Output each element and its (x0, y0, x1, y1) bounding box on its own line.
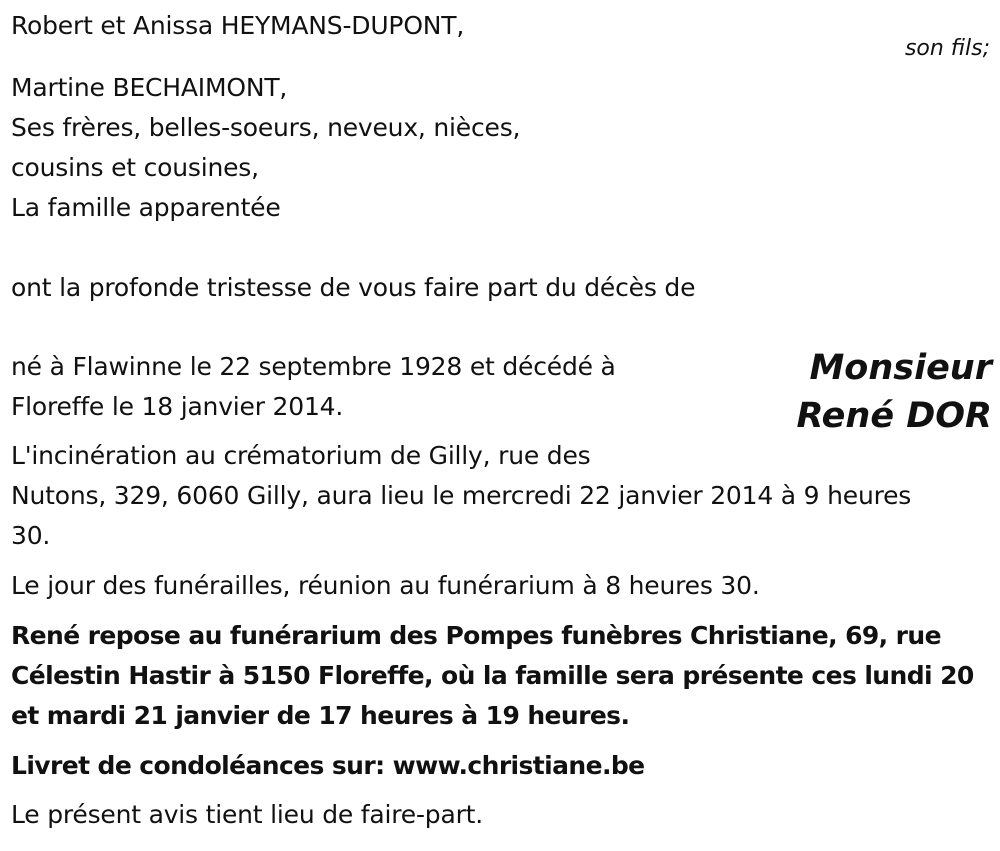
incineration-line-2: Nutons, 329, 6060 Gilly, aura lieu le mercredi 22 janvier 2014 à 9 heures (11, 481, 912, 510)
announcement-text: ont la profonde tristesse de vous faire part du décès de (11, 273, 696, 302)
deceased-title: Monsieur (809, 348, 992, 388)
family-line-4: La famille apparentée (11, 193, 281, 222)
condolences-text: Livret de condoléances sur: www.christiane.be (11, 751, 645, 780)
footer-text: Le présent avis tient lieu de faire-part. (11, 800, 484, 829)
family-line-3: cousins et cousines, (11, 153, 259, 182)
deceased-name: René DOR (796, 396, 992, 436)
family-line-2: Ses frères, belles-soeurs, neveux, nièces, (11, 113, 521, 142)
family-line-1: Martine BECHAIMONT, (11, 73, 288, 102)
incineration-line-1: L'incinération au crématorium de Gilly, rue des (11, 441, 591, 470)
rest-line-2: Célestin Hastir à 5150 Floreffe, où la famille sera présente ces lundi 20 (11, 661, 974, 690)
birth-death-line-1: né à Flawinne le 22 septembre 1928 et décédé à (11, 352, 616, 381)
rest-line-1: René repose au funérarium des Pompes funèbres Christiane, 69, rue (11, 621, 941, 650)
parents-line: Robert et Anissa HEYMANS-DUPONT, (11, 11, 465, 40)
rest-line-3: et mardi 21 janvier de 17 heures à 19 heures. (11, 701, 630, 730)
birth-death-line-2: Floreffe le 18 janvier 2014. (11, 392, 344, 421)
relation-label: son fils; (904, 36, 990, 61)
meeting-text: Le jour des funérailles, réunion au funérarium à 8 heures 30. (11, 571, 760, 600)
incineration-line-3: 30. (11, 521, 51, 550)
